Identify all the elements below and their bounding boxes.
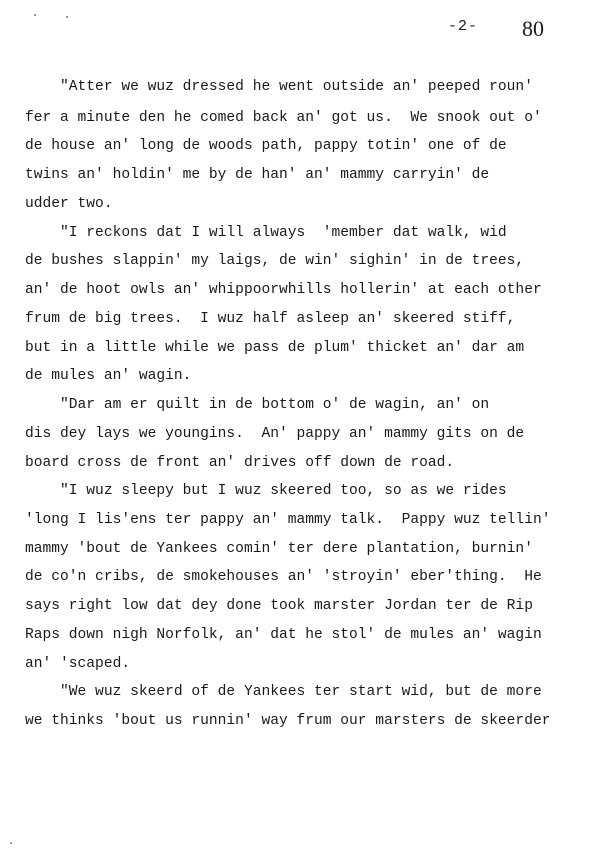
text-line: fer a minute den he comed back an' got us. We snook out o' xyxy=(25,110,542,126)
text-line: but in a little while we pass de plum' thicket an' dar am xyxy=(25,340,525,356)
text-line: an' de hoot owls an' whippoorwhills hollerin' at each other xyxy=(25,282,542,298)
text-line: an' 'scaped. xyxy=(25,656,131,672)
text-line: we thinks 'bout us runnin' way frum our marsters de skeerder xyxy=(25,713,551,729)
text-line: mammy 'bout de Yankees comin' ter dere plantation, burnin' xyxy=(25,541,533,557)
text-line: de house an' long de woods path, pappy totin' one of de xyxy=(25,138,507,154)
text-line: board cross de front an' drives off down de road. xyxy=(25,455,455,471)
text-line: de co'n cribs, de smokehouses an' 'stroyin' eber'thing. He xyxy=(25,569,542,585)
page-number: -2- xyxy=(448,18,479,35)
text-line: 'long I lis'ens ter pappy an' mammy talk. Pappy wuz tellin' xyxy=(25,512,551,528)
text-line: de mules an' wagin. xyxy=(25,368,192,384)
text-line: de bushes slappin' my laigs, de win' sighin' in de trees, xyxy=(25,253,525,269)
text-line: udder two. xyxy=(25,196,113,212)
text-line: "I reckons dat I will always 'member dat walk, wid xyxy=(25,225,507,241)
paper-speck xyxy=(10,842,12,844)
text-line: Raps down nigh Norfolk, an' dat he stol' de mules an' wagin xyxy=(25,627,542,643)
text-line: "Atter we wuz dressed he went outside an' peeped roun' xyxy=(25,79,533,95)
text-line: dis dey lays we youngins. An' pappy an' mammy gits on de xyxy=(25,426,525,442)
text-line: "I wuz sleepy but I wuz skeered too, so as we rides xyxy=(25,483,507,499)
text-line: "Dar am er quilt in de bottom o' de wagin, an' on xyxy=(25,397,490,413)
text-line: twins an' holdin' me by de han' an' mammy carryin' de xyxy=(25,167,490,183)
text-line: frum de big trees. I wuz half asleep an' skeered stiff, xyxy=(25,311,516,327)
text-line: says right low dat dey done took marster Jordan ter de Rip xyxy=(25,598,533,614)
paper-speck xyxy=(34,14,36,16)
folio-number: 80 xyxy=(522,16,544,41)
text-line: "We wuz skeerd of de Yankees ter start wid, but de more xyxy=(25,684,542,700)
paper-speck xyxy=(66,16,68,18)
